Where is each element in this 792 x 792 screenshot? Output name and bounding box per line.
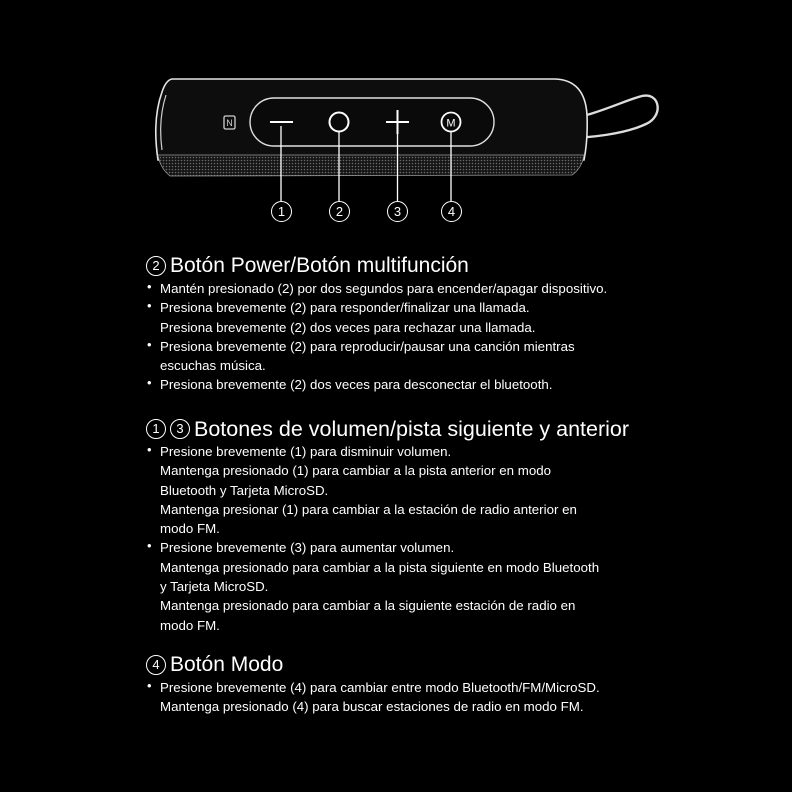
heading-text: Botones de volumen/pista siguiente y anterior	[194, 417, 630, 441]
heading-text: Botón Modo	[170, 653, 284, 676]
power-section	[146, 253, 786, 395]
callout-4: 4	[441, 201, 462, 222]
heading-number: 3	[170, 419, 190, 439]
list-item: • Presione brevemente (4) para cambiar entre modo Bluetooth/FM/MicroSD. Mantenga presionado (4) para buscar estaciones de radio en modo FM.	[146, 678, 786, 717]
mode-section	[146, 652, 786, 717]
callout-3: 3	[387, 201, 408, 222]
section-heading	[146, 416, 786, 442]
section-heading	[146, 253, 786, 279]
heading-number: 1	[146, 419, 166, 439]
speaker-grille	[158, 155, 584, 176]
callout-1: 1	[271, 201, 292, 222]
instruction-list	[146, 678, 786, 717]
list-item: • Presione brevemente (1) para disminuir volumen. Mantenga presionado (1) para cambiar a la pista anterior en modo Bluetooth y Tarjeta MicroSD. Mantenga presionar (1) para cambiar a la estación de radio anterior en modo FM.	[146, 442, 786, 538]
heading-number: 2	[146, 256, 166, 276]
svg-text:N: N	[226, 118, 233, 128]
volume-section	[146, 416, 786, 635]
svg-text:M: M	[446, 117, 456, 130]
instruction-list	[146, 442, 786, 635]
instruction-list	[146, 279, 786, 395]
list-item: • Presiona brevemente (2) para responder/finalizar una llamada. Presiona brevemente (2) dos veces para rechazar una llamada.	[146, 298, 786, 337]
list-item: • Mantén presionado (2) por dos segundos para encender/apagar dispositivo.	[146, 279, 786, 298]
callout-2: 2	[329, 201, 350, 222]
section-heading	[146, 652, 786, 678]
heading-number: 4	[146, 655, 166, 675]
list-item: • Presione brevemente (3) para aumentar volumen. Mantenga presionado para cambiar a la pista siguiente en modo Bluetooth y Tarjeta MicroSD. Mantenga presionado para cambiar a la siguiente estación de radio en modo FM.	[146, 538, 786, 634]
list-item: • Presiona brevemente (2) para reproducir/pausar una canción mientras escuchas música.	[146, 337, 786, 376]
heading-text: Botón Power/Botón multifunción	[170, 254, 469, 277]
list-item: • Presiona brevemente (2) dos veces para desconectar el bluetooth.	[146, 375, 786, 394]
